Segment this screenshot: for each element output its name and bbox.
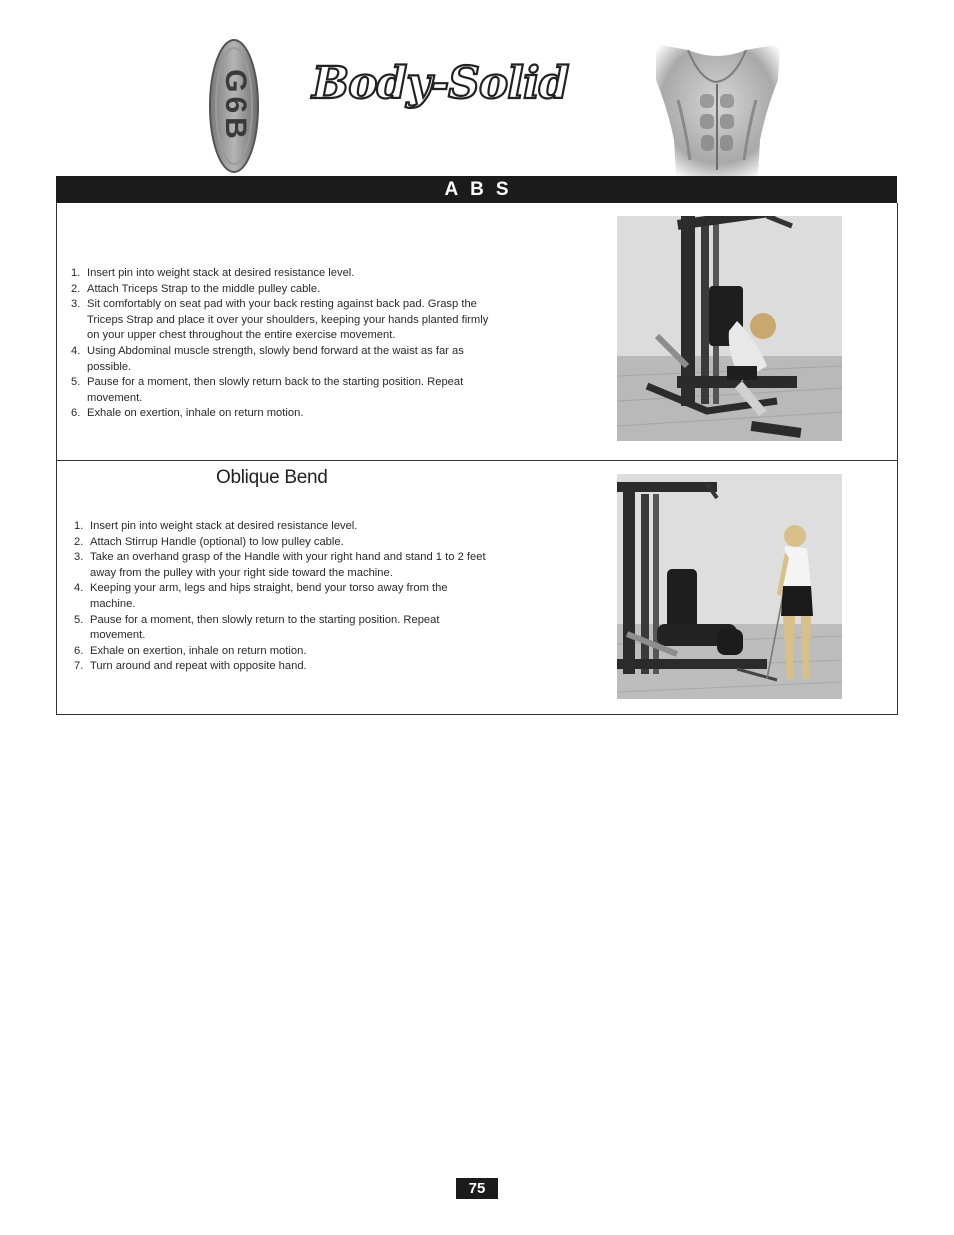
- exercise-1-steps: [71, 266, 491, 422]
- step-item: 5. Pause for a moment, then slowly return back to the starting position. Repeat movement.: [71, 376, 464, 404]
- svg-text:Body-Solid: Body-Solid: [312, 58, 569, 109]
- exercise-2-photo: [617, 474, 842, 699]
- section-divider: [57, 460, 897, 461]
- step-item: 3. Take an overhand grasp of the Handle with your right hand and stand 1 to 2 feet away from the pulley with your right side toward the machine.: [74, 551, 486, 579]
- g6b-badge-logo: [208, 38, 260, 174]
- step-item: 2. Attach Triceps Strap to the middle pulley cable.: [71, 282, 321, 295]
- exercise-2-title: Oblique Bend: [216, 467, 328, 488]
- step-item: 6. Exhale on exertion, inhale on return motion.: [74, 644, 307, 657]
- section-header-bar: [56, 176, 897, 203]
- step-item: 5. Pause for a moment, then slowly return to the starting position. Repeat movement.: [74, 613, 440, 642]
- exercise-2-steps: [74, 519, 494, 675]
- step-item: 1. Insert pin into weight stack at desired resistance level.: [71, 267, 355, 279]
- step-item: 6. Exhale on exertion, inhale on return motion.: [71, 407, 304, 420]
- step-item: 4. Using Abdominal muscle strength, slowly bend forward at the waist as far as possible.: [71, 344, 464, 373]
- step-item: 2. Attach Stirrup Handle (optional) to low pulley cable.: [74, 535, 344, 548]
- badge-text: G6B: [219, 69, 253, 143]
- section-title: ABS: [444, 179, 521, 200]
- step-item: 1. Insert pin into weight stack at desired resistance level.: [74, 520, 358, 532]
- step-item: 3. Sit comfortably on seat pad with your back resting against back pad. Grasp the Triceps Strap and place it over your shoulders, keeping your hands planted firmly on your upper chest throughout the entire exercise movement.: [71, 298, 489, 342]
- abs-torso-photo: [648, 40, 786, 176]
- exercise-1-photo: [617, 216, 842, 441]
- page-number: 75: [456, 1178, 498, 1199]
- body-solid-logo: [308, 48, 598, 118]
- exercise-panel: [56, 203, 898, 715]
- step-item: 4. Keeping your arm, legs and hips straight, bend your torso away from the machine.: [74, 582, 448, 610]
- step-item: 7. Turn around and repeat with opposite hand.: [74, 660, 307, 673]
